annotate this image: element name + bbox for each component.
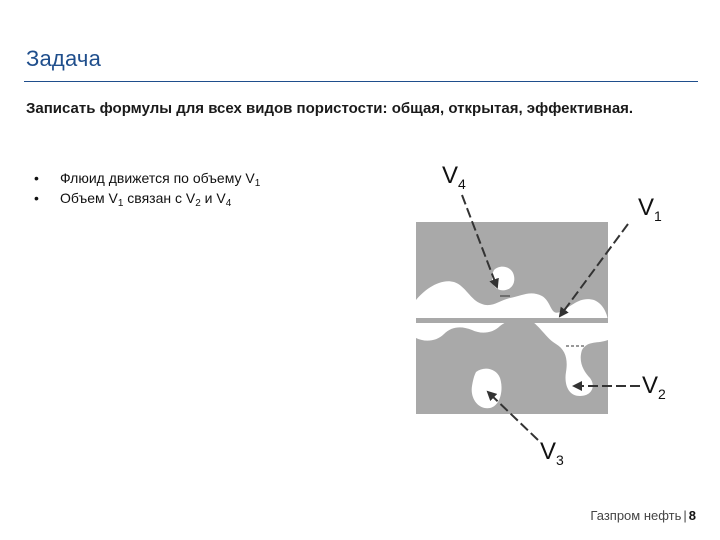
pore-v4 (492, 267, 514, 291)
grain-bridge (416, 318, 608, 323)
footer-company: Газпром нефть (590, 508, 682, 523)
bullet-dot: • (34, 190, 39, 206)
bullet-item: • Флюид движется по объему $V_1$ (34, 170, 261, 189)
task-statement: Записать формулы для всех видов пористости: общая, открытая, эффективная. (26, 100, 634, 117)
pore-v3 (472, 369, 502, 409)
footer (590, 508, 696, 523)
label-v3: $V_3$ (540, 438, 564, 468)
label-v2: $V_2$ (642, 372, 666, 402)
label-v4: $V_4$ (442, 162, 466, 192)
slide-title: Задача (26, 46, 102, 71)
bullet-dot: • (34, 170, 39, 186)
bullet-item: • Объем $V_1$ связан с $V_2$ и $V_4$ (34, 190, 232, 209)
footer-separator: | (683, 508, 687, 523)
page-number: 8 (688, 508, 696, 523)
label-v1: $V_1$ (638, 194, 662, 224)
